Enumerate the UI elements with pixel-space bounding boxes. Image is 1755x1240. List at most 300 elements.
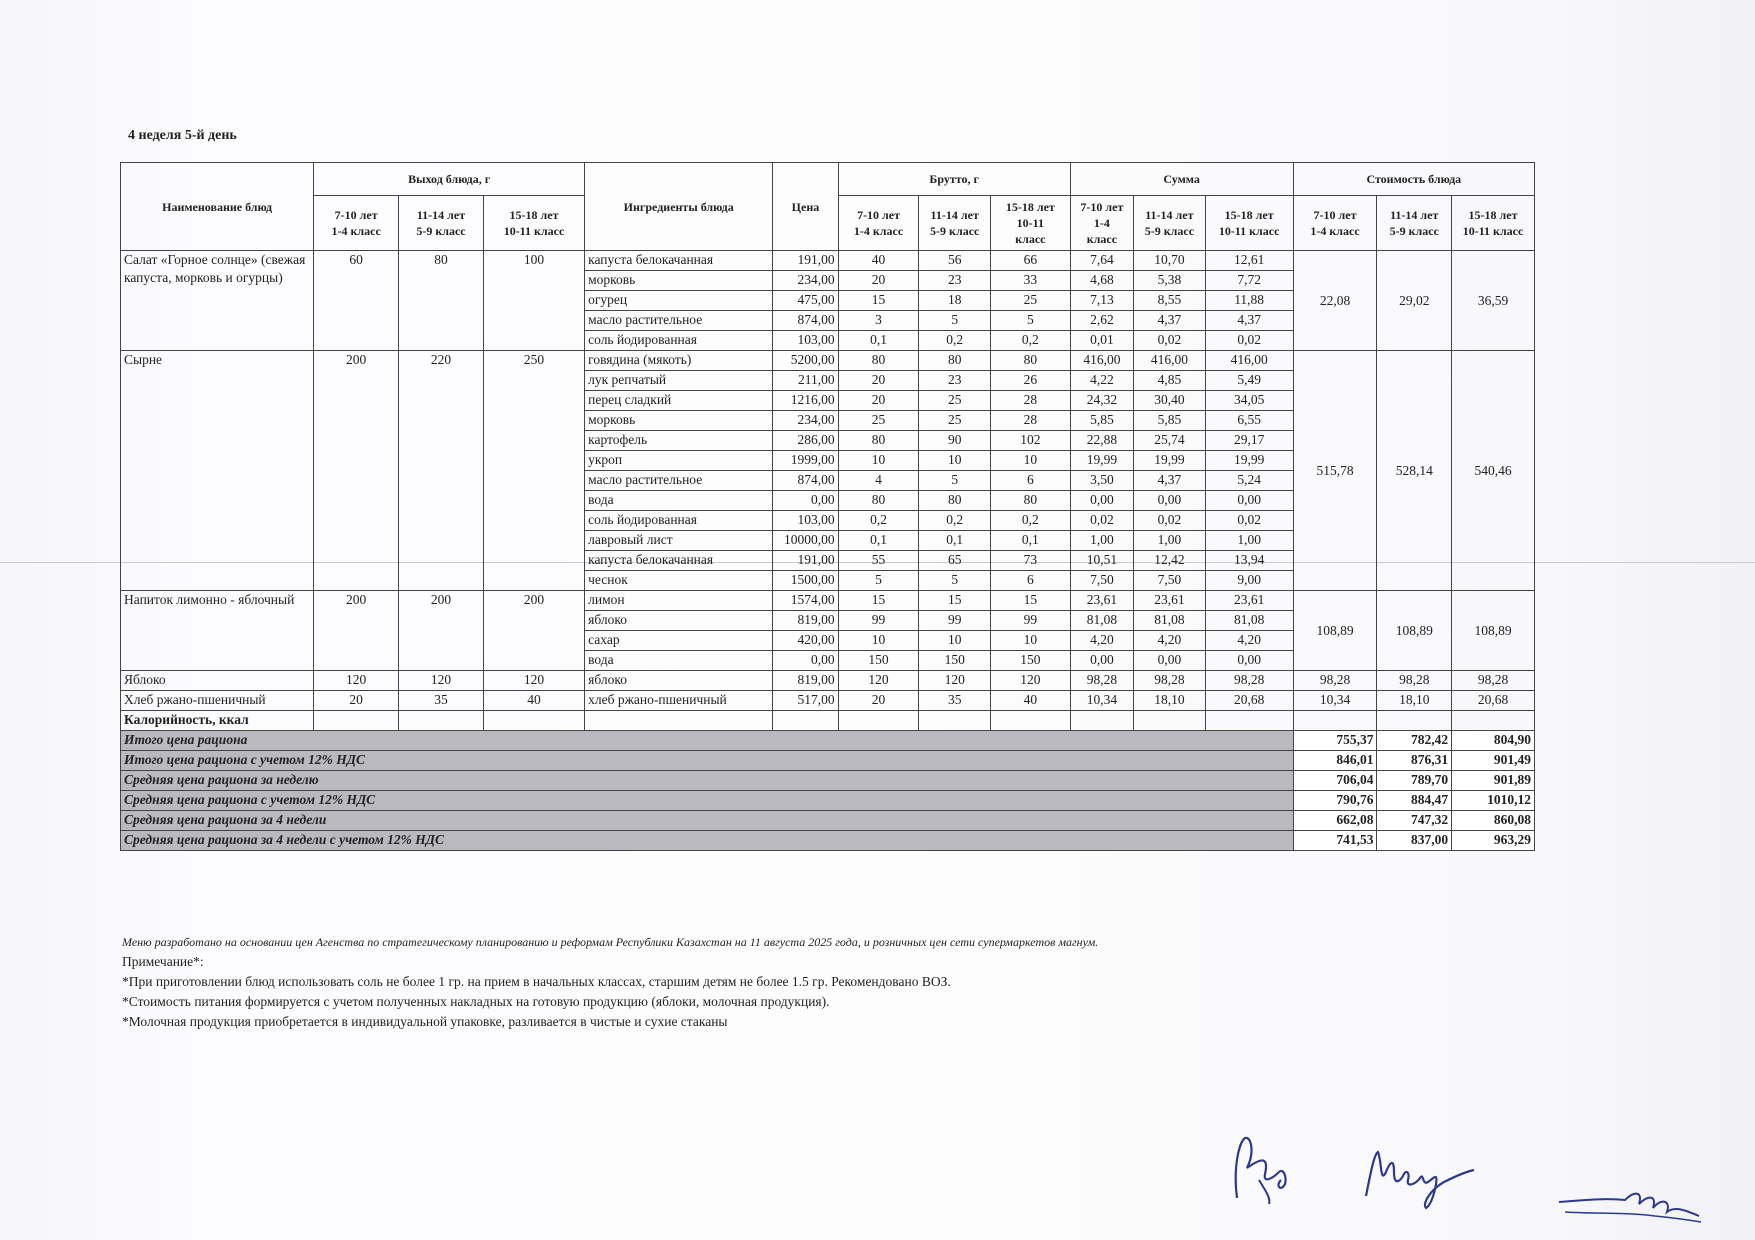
dish-cost: 108,89 <box>1293 591 1377 671</box>
ingredient-gross: 120 <box>838 671 919 691</box>
ingredient-name: яблоко <box>585 611 773 631</box>
dish-output: 220 <box>399 351 484 591</box>
ingredient-gross: 5 <box>919 311 991 331</box>
ingredient-sum: 0,00 <box>1205 491 1293 511</box>
ingredient-gross: 5 <box>990 311 1070 331</box>
ingredient-gross: 150 <box>838 651 919 671</box>
dish-name: Сырне <box>121 351 314 591</box>
total-value: 782,42 <box>1377 731 1452 751</box>
ingredient-name: морковь <box>585 271 773 291</box>
ingredient-sum: 98,28 <box>1205 671 1293 691</box>
calorie-row <box>121 711 1535 731</box>
calorie-cell <box>838 711 919 731</box>
total-value: 741,53 <box>1293 831 1377 851</box>
dish-output: 200 <box>399 591 484 671</box>
ingredient-sum: 18,10 <box>1134 691 1206 711</box>
ingredient-gross: 80 <box>838 351 919 371</box>
ingredient-sum: 10,34 <box>1070 691 1133 711</box>
ingredient-name: вода <box>585 651 773 671</box>
ingredient-price: 5200,00 <box>773 351 838 371</box>
dish-name: Хлеб ржано-пшеничный <box>121 691 314 711</box>
ingredient-sum: 4,22 <box>1070 371 1133 391</box>
total-value: 876,31 <box>1377 751 1452 771</box>
dish-cost: 540,46 <box>1452 351 1535 591</box>
ingredient-gross: 80 <box>919 491 991 511</box>
total-value: 963,29 <box>1452 831 1535 851</box>
ingredient-gross: 66 <box>990 251 1070 271</box>
ingredient-gross: 28 <box>990 411 1070 431</box>
calorie-cell <box>1205 711 1293 731</box>
total-value: 837,00 <box>1377 831 1452 851</box>
ingredient-sum: 4,20 <box>1070 631 1133 651</box>
ingredient-sum: 0,00 <box>1134 651 1206 671</box>
ingredient-sum: 4,37 <box>1205 311 1293 331</box>
total-value: 901,89 <box>1452 771 1535 791</box>
ingredient-price: 819,00 <box>773 611 838 631</box>
ingredient-sum: 1,00 <box>1134 531 1206 551</box>
ingredient-gross: 0,2 <box>838 511 919 531</box>
ingredient-gross: 33 <box>990 271 1070 291</box>
ingredient-sum: 12,42 <box>1134 551 1206 571</box>
ingredient-sum: 416,00 <box>1070 351 1133 371</box>
dish-cost: 20,68 <box>1452 691 1535 711</box>
ingredient-gross: 20 <box>838 271 919 291</box>
header-output-group: 7-10 лет 1-4 класс <box>314 196 399 251</box>
ingredient-sum: 34,05 <box>1205 391 1293 411</box>
ingredient-sum: 0,02 <box>1134 331 1206 351</box>
ingredient-sum: 19,99 <box>1134 451 1206 471</box>
ingredient-gross: 80 <box>838 431 919 451</box>
total-row <box>121 751 1535 771</box>
ingredient-sum: 5,85 <box>1070 411 1133 431</box>
notes-line: *Молочная продукция приобретается в индивидуальной упаковке, разливается в чистые и сухие стаканы <box>122 1014 728 1029</box>
ingredient-gross: 0,1 <box>990 531 1070 551</box>
ingredient-gross: 80 <box>838 491 919 511</box>
table-row <box>121 691 1535 711</box>
calorie-label: Калорийность, ккал <box>121 711 314 731</box>
ingredient-sum: 0,01 <box>1070 331 1133 351</box>
total-label: Итого цена рациона с учетом 12% НДС <box>121 751 1294 771</box>
dish-cost: 108,89 <box>1452 591 1535 671</box>
dish-output: 20 <box>314 691 399 711</box>
ingredient-price: 10000,00 <box>773 531 838 551</box>
ingredient-name: масло растительное <box>585 311 773 331</box>
ingredient-price: 874,00 <box>773 471 838 491</box>
dish-cost: 98,28 <box>1377 671 1452 691</box>
ingredient-gross: 25 <box>919 411 991 431</box>
table-row <box>121 671 1535 691</box>
total-value: 706,04 <box>1293 771 1377 791</box>
calorie-cell <box>1070 711 1133 731</box>
header-output: Выход блюда, г <box>314 163 585 196</box>
ingredient-gross: 5 <box>919 471 991 491</box>
ingredient-gross: 20 <box>838 371 919 391</box>
ingredient-gross: 56 <box>919 251 991 271</box>
ingredient-gross: 65 <box>919 551 991 571</box>
calorie-cell <box>399 711 484 731</box>
total-label: Средняя цена рациона за 4 недели <box>121 811 1294 831</box>
calorie-cell <box>1377 711 1452 731</box>
ingredient-sum: 416,00 <box>1134 351 1206 371</box>
ingredient-sum: 0,02 <box>1205 511 1293 531</box>
header-cost-group: 11-14 лет 5-9 класс <box>1377 196 1452 251</box>
ingredient-sum: 4,85 <box>1134 371 1206 391</box>
ingredient-gross: 99 <box>838 611 919 631</box>
ingredient-sum: 4,37 <box>1134 311 1206 331</box>
ingredient-sum: 0,00 <box>1134 491 1206 511</box>
ingredient-price: 191,00 <box>773 251 838 271</box>
ingredient-price: 475,00 <box>773 291 838 311</box>
calorie-cell <box>483 711 584 731</box>
ingredient-gross: 0,2 <box>919 511 991 531</box>
dish-cost: 108,89 <box>1377 591 1452 671</box>
ingredient-gross: 10 <box>919 631 991 651</box>
header-sum: Сумма <box>1070 163 1293 196</box>
total-label: Средняя цена рациона за неделю <box>121 771 1294 791</box>
ingredient-gross: 5 <box>838 571 919 591</box>
notes-line: *При приготовлении блюд использовать соль не более 1 гр. на прием в начальных классах, старшим детям не более 1.5 гр. Рекомендовано ВОЗ. <box>122 974 951 989</box>
ingredient-price: 191,00 <box>773 551 838 571</box>
ingredient-name: яблоко <box>585 671 773 691</box>
ingredient-gross: 15 <box>838 291 919 311</box>
total-value: 662,08 <box>1293 811 1377 831</box>
total-row <box>121 831 1535 851</box>
ingredient-price: 103,00 <box>773 331 838 351</box>
dish-output: 120 <box>314 671 399 691</box>
total-value: 1010,12 <box>1452 791 1535 811</box>
ingredient-price: 0,00 <box>773 491 838 511</box>
notes-block <box>122 932 1572 1032</box>
ingredient-sum: 81,08 <box>1205 611 1293 631</box>
ingredient-name: лук репчатый <box>585 371 773 391</box>
ingredient-gross: 10 <box>990 631 1070 651</box>
ingredient-gross: 120 <box>919 671 991 691</box>
ingredient-gross: 10 <box>919 451 991 471</box>
ingredient-gross: 99 <box>990 611 1070 631</box>
total-value: 884,47 <box>1377 791 1452 811</box>
ingredient-gross: 0,1 <box>838 531 919 551</box>
ingredient-price: 1216,00 <box>773 391 838 411</box>
ingredient-sum: 5,85 <box>1134 411 1206 431</box>
ingredient-gross: 10 <box>990 451 1070 471</box>
dish-name: Салат «Горное солнце» (свежая капуста, морковь и огурцы) <box>121 251 314 351</box>
ingredient-gross: 73 <box>990 551 1070 571</box>
table-row <box>121 591 1535 611</box>
ingredient-name: лавровый лист <box>585 531 773 551</box>
dish-output: 200 <box>314 591 399 671</box>
header-cost-group: 15-18 лет 10-11 класс <box>1452 196 1535 251</box>
ingredient-gross: 90 <box>919 431 991 451</box>
ingredient-name: говядина (мякоть) <box>585 351 773 371</box>
ingredient-sum: 13,94 <box>1205 551 1293 571</box>
header-cost-group: 7-10 лет 1-4 класс <box>1293 196 1377 251</box>
ingredient-sum: 1,00 <box>1205 531 1293 551</box>
ingredient-sum: 23,61 <box>1070 591 1133 611</box>
total-label: Средняя цена рациона за 4 недели с учетом 12% НДС <box>121 831 1294 851</box>
table-row <box>121 251 1535 271</box>
header-sum-group: 7-10 лет 1-4 класс <box>1070 196 1133 251</box>
ingredient-sum: 3,50 <box>1070 471 1133 491</box>
ingredient-name: хлеб ржано-пшеничный <box>585 691 773 711</box>
dish-cost: 528,14 <box>1377 351 1452 591</box>
ingredient-name: лимон <box>585 591 773 611</box>
header-ingredients: Ингредиенты блюда <box>585 163 773 251</box>
ingredient-name: соль йодированная <box>585 511 773 531</box>
ingredient-gross: 35 <box>919 691 991 711</box>
ingredient-sum: 10,51 <box>1070 551 1133 571</box>
ingredient-sum: 98,28 <box>1070 671 1133 691</box>
dish-cost: 10,34 <box>1293 691 1377 711</box>
ingredient-price: 0,00 <box>773 651 838 671</box>
ingredient-name: сахар <box>585 631 773 651</box>
signature-3-icon <box>1555 1182 1705 1226</box>
ingredient-sum: 29,17 <box>1205 431 1293 451</box>
ingredient-gross: 20 <box>838 391 919 411</box>
ingredient-price: 517,00 <box>773 691 838 711</box>
ingredient-gross: 0,2 <box>919 331 991 351</box>
ingredient-name: морковь <box>585 411 773 431</box>
total-label: Средняя цена рациона с учетом 12% НДС <box>121 791 1294 811</box>
calorie-cell <box>919 711 991 731</box>
ingredient-gross: 150 <box>919 651 991 671</box>
ingredient-sum: 7,64 <box>1070 251 1133 271</box>
ingredient-gross: 15 <box>838 591 919 611</box>
ingredient-sum: 7,13 <box>1070 291 1133 311</box>
header-gross-group: 15-18 лет 10-11 класс <box>990 196 1070 251</box>
total-value: 846,01 <box>1293 751 1377 771</box>
ingredient-name: укроп <box>585 451 773 471</box>
ingredient-sum: 0,00 <box>1070 491 1133 511</box>
ingredient-sum: 6,55 <box>1205 411 1293 431</box>
total-row <box>121 811 1535 831</box>
ingredient-gross: 23 <box>919 271 991 291</box>
dish-cost: 36,59 <box>1452 251 1535 351</box>
ingredient-sum: 24,32 <box>1070 391 1133 411</box>
header-gross-group: 7-10 лет 1-4 класс <box>838 196 919 251</box>
total-value: 901,49 <box>1452 751 1535 771</box>
ingredient-gross: 15 <box>919 591 991 611</box>
ingredient-sum: 12,61 <box>1205 251 1293 271</box>
dish-output: 80 <box>399 251 484 351</box>
header-output-group: 15-18 лет 10-11 класс <box>483 196 584 251</box>
ingredient-gross: 23 <box>919 371 991 391</box>
dish-output: 60 <box>314 251 399 351</box>
dish-output: 35 <box>399 691 484 711</box>
ingredient-sum: 4,68 <box>1070 271 1133 291</box>
ingredient-gross: 99 <box>919 611 991 631</box>
calorie-cell <box>1134 711 1206 731</box>
ingredient-sum: 7,50 <box>1070 571 1133 591</box>
ingredient-gross: 28 <box>990 391 1070 411</box>
ingredient-price: 874,00 <box>773 311 838 331</box>
ingredient-gross: 150 <box>990 651 1070 671</box>
header-sum-group: 15-18 лет 10-11 класс <box>1205 196 1293 251</box>
ingredient-sum: 4,20 <box>1134 631 1206 651</box>
ingredient-gross: 55 <box>838 551 919 571</box>
ingredient-price: 1574,00 <box>773 591 838 611</box>
calorie-cell <box>773 711 838 731</box>
ingredient-gross: 10 <box>838 451 919 471</box>
ingredient-gross: 4 <box>838 471 919 491</box>
ingredient-sum: 8,55 <box>1134 291 1206 311</box>
ingredient-gross: 25 <box>990 291 1070 311</box>
ingredient-sum: 81,08 <box>1134 611 1206 631</box>
ingredient-sum: 5,38 <box>1134 271 1206 291</box>
ingredient-name: огурец <box>585 291 773 311</box>
ingredient-price: 1999,00 <box>773 451 838 471</box>
ingredient-name: капуста белокачанная <box>585 251 773 271</box>
menu-table <box>120 162 1535 851</box>
signature-2-icon <box>1360 1142 1480 1212</box>
ingredient-name: перец сладкий <box>585 391 773 411</box>
ingredient-gross: 6 <box>990 471 1070 491</box>
ingredient-sum: 23,61 <box>1134 591 1206 611</box>
ingredient-gross: 18 <box>919 291 991 311</box>
ingredient-sum: 9,00 <box>1205 571 1293 591</box>
dish-output: 200 <box>314 351 399 591</box>
dish-cost: 98,28 <box>1293 671 1377 691</box>
header-cost: Стоимость блюда <box>1293 163 1534 196</box>
ingredient-price: 420,00 <box>773 631 838 651</box>
header-dish-name: Наименование блюд <box>121 163 314 251</box>
ingredient-name: картофель <box>585 431 773 451</box>
ingredient-gross: 80 <box>919 351 991 371</box>
total-label: Итого цена рациона <box>121 731 1294 751</box>
total-row <box>121 771 1535 791</box>
ingredient-sum: 416,00 <box>1205 351 1293 371</box>
calorie-cell <box>314 711 399 731</box>
ingredient-sum: 10,70 <box>1134 251 1206 271</box>
ingredient-gross: 10 <box>838 631 919 651</box>
ingredient-sum: 5,24 <box>1205 471 1293 491</box>
ingredient-sum: 2,62 <box>1070 311 1133 331</box>
ingredient-sum: 81,08 <box>1070 611 1133 631</box>
page-heading: 4 неделя 5-й день <box>128 128 237 143</box>
ingredient-name: капуста белокачанная <box>585 551 773 571</box>
ingredient-sum: 98,28 <box>1134 671 1206 691</box>
ingredient-name: вода <box>585 491 773 511</box>
ingredient-sum: 5,49 <box>1205 371 1293 391</box>
calorie-cell <box>990 711 1070 731</box>
ingredient-gross: 25 <box>919 391 991 411</box>
ingredient-gross: 15 <box>990 591 1070 611</box>
dish-cost: 18,10 <box>1377 691 1452 711</box>
dish-output: 120 <box>399 671 484 691</box>
ingredient-sum: 0,00 <box>1070 651 1133 671</box>
ingredient-gross: 102 <box>990 431 1070 451</box>
dish-cost: 22,08 <box>1293 251 1377 351</box>
total-value: 860,08 <box>1452 811 1535 831</box>
ingredient-sum: 19,99 <box>1070 451 1133 471</box>
total-value: 804,90 <box>1452 731 1535 751</box>
ingredient-price: 211,00 <box>773 371 838 391</box>
ingredient-gross: 120 <box>990 671 1070 691</box>
ingredient-gross: 20 <box>838 691 919 711</box>
dish-cost: 98,28 <box>1452 671 1535 691</box>
dish-name: Напиток лимонно - яблочный <box>121 591 314 671</box>
ingredient-sum: 0,02 <box>1205 331 1293 351</box>
ingredient-gross: 0,2 <box>990 331 1070 351</box>
ingredient-gross: 3 <box>838 311 919 331</box>
notes-title: Примечание*: <box>122 954 204 969</box>
dish-output: 40 <box>483 691 584 711</box>
ingredient-sum: 4,37 <box>1134 471 1206 491</box>
total-row <box>121 791 1535 811</box>
dish-output: 100 <box>483 251 584 351</box>
notes-source: Меню разработано на основании цен Агенства по стратегическому планированию и реформам Республики Казахстан на 11 августа 2025 года, и розничных цен сети супермаркетов магнум. <box>122 935 1099 949</box>
header-sum-group: 11-14 лет 5-9 класс <box>1134 196 1206 251</box>
total-row <box>121 731 1535 751</box>
calorie-cell <box>585 711 773 731</box>
ingredient-price: 819,00 <box>773 671 838 691</box>
dish-name: Яблоко <box>121 671 314 691</box>
ingredient-sum: 25,74 <box>1134 431 1206 451</box>
ingredient-gross: 40 <box>990 691 1070 711</box>
ingredient-sum: 4,20 <box>1205 631 1293 651</box>
ingredient-sum: 1,00 <box>1070 531 1133 551</box>
ingredient-price: 234,00 <box>773 271 838 291</box>
ingredient-price: 234,00 <box>773 411 838 431</box>
header-output-group: 11-14 лет 5-9 класс <box>399 196 484 251</box>
ingredient-gross: 26 <box>990 371 1070 391</box>
ingredient-sum: 23,61 <box>1205 591 1293 611</box>
ingredient-name: чеснок <box>585 571 773 591</box>
ingredient-sum: 19,99 <box>1205 451 1293 471</box>
table-row <box>121 351 1535 371</box>
header-gross: Брутто, г <box>838 163 1070 196</box>
ingredient-gross: 0,2 <box>990 511 1070 531</box>
ingredient-sum: 0,02 <box>1134 511 1206 531</box>
ingredient-name: масло растительное <box>585 471 773 491</box>
total-value: 747,32 <box>1377 811 1452 831</box>
ingredient-price: 103,00 <box>773 511 838 531</box>
total-value: 789,70 <box>1377 771 1452 791</box>
calorie-cell <box>1293 711 1377 731</box>
calorie-cell <box>1452 711 1535 731</box>
ingredient-gross: 25 <box>838 411 919 431</box>
ingredient-gross: 0,1 <box>838 331 919 351</box>
header-gross-group: 11-14 лет 5-9 класс <box>919 196 991 251</box>
ingredient-name: соль йодированная <box>585 331 773 351</box>
ingredient-sum: 20,68 <box>1205 691 1293 711</box>
signature-1-icon <box>1225 1128 1305 1208</box>
ingredient-gross: 0,1 <box>919 531 991 551</box>
dish-cost: 29,02 <box>1377 251 1452 351</box>
total-value: 790,76 <box>1293 791 1377 811</box>
ingredient-gross: 40 <box>838 251 919 271</box>
notes-line: *Стоимость питания формируется с учетом полученных накладных на готовую продукцию (яблоки, молочная продукция). <box>122 994 830 1009</box>
ingredient-gross: 80 <box>990 351 1070 371</box>
ingredient-sum: 7,50 <box>1134 571 1206 591</box>
ingredient-sum: 30,40 <box>1134 391 1206 411</box>
ingredient-sum: 0,00 <box>1205 651 1293 671</box>
ingredient-sum: 11,88 <box>1205 291 1293 311</box>
ingredient-price: 1500,00 <box>773 571 838 591</box>
ingredient-gross: 5 <box>919 571 991 591</box>
ingredient-sum: 22,88 <box>1070 431 1133 451</box>
ingredient-sum: 0,02 <box>1070 511 1133 531</box>
dish-output: 120 <box>483 671 584 691</box>
total-value: 755,37 <box>1293 731 1377 751</box>
ingredient-price: 286,00 <box>773 431 838 451</box>
ingredient-gross: 80 <box>990 491 1070 511</box>
dish-output: 200 <box>483 591 584 671</box>
ingredient-gross: 6 <box>990 571 1070 591</box>
dish-output: 250 <box>483 351 584 591</box>
header-price: Цена <box>773 163 838 251</box>
ingredient-sum: 7,72 <box>1205 271 1293 291</box>
dish-cost: 515,78 <box>1293 351 1377 591</box>
